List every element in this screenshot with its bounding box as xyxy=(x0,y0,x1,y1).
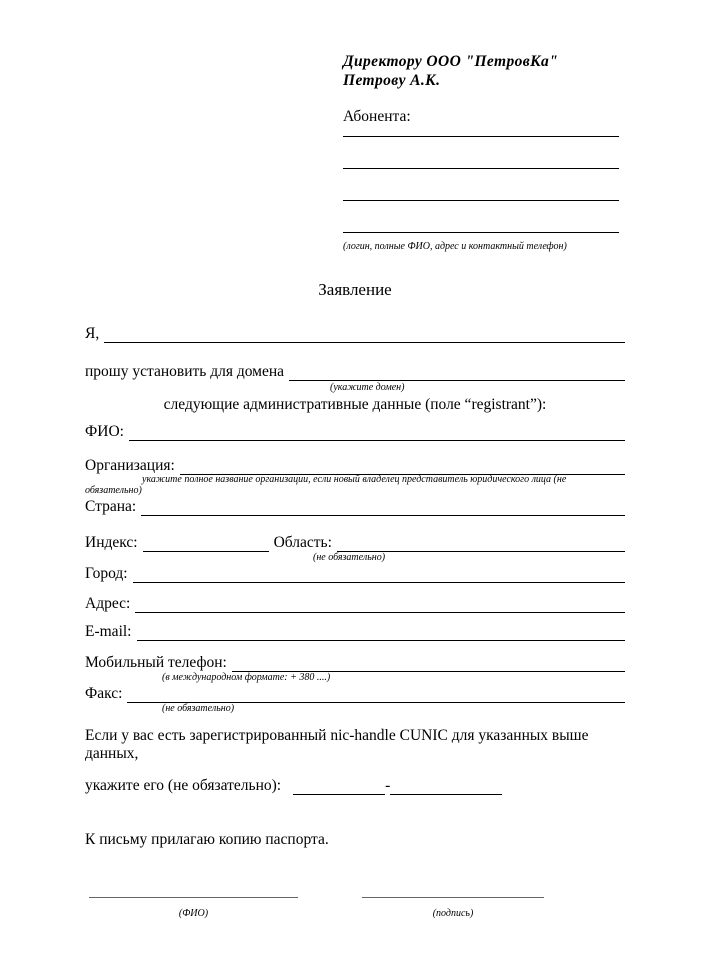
subscriber-caption: (логин, полные ФИО, адрес и контактный телефон) xyxy=(343,241,567,252)
domain-row xyxy=(85,361,625,381)
nic-handle-row xyxy=(85,775,625,795)
signature-spacer xyxy=(298,897,362,920)
signature-fio-caption: (ФИО) xyxy=(178,908,209,919)
country-label: Страна: xyxy=(85,498,137,515)
attachment-note: К письму прилагаю копию паспорта. xyxy=(85,831,329,848)
subscriber-blank-line xyxy=(343,137,619,169)
field-row-email xyxy=(85,621,625,641)
recipient-lines xyxy=(343,52,625,90)
field-row-fio xyxy=(85,421,625,441)
domain-blank-line xyxy=(289,380,625,381)
i-blank-line xyxy=(104,342,625,343)
statement-i-row xyxy=(85,323,625,343)
nic-handle-sentence: Если у вас есть зарегистрированный nic-handle CUNIC для указанных выше данных, xyxy=(85,727,589,762)
field-row-index-region xyxy=(85,532,625,552)
field-row-fax xyxy=(85,683,625,703)
email-blank-line xyxy=(137,640,626,641)
fax-label: Факс: xyxy=(85,685,123,702)
nic-handle-label: укажите его (не обязательно): xyxy=(85,777,282,794)
nic-handle-blank-line-1 xyxy=(293,794,385,795)
country-blank-line xyxy=(141,515,625,516)
signature-sign-block xyxy=(362,897,544,920)
field-row-organization xyxy=(85,455,625,475)
i-label: Я, xyxy=(85,325,100,342)
nic-handle-blank-line-2 xyxy=(390,794,502,795)
field-row-country xyxy=(85,496,625,516)
index-label: Индекс: xyxy=(85,534,138,551)
field-row-address xyxy=(85,593,625,613)
organization-caption: укажите полное название организации, если новый владелец представитель юридического лица (не обязательно) xyxy=(85,474,567,496)
region-caption: (не обязательно) xyxy=(313,552,386,563)
fio-blank-line xyxy=(129,440,625,441)
signature-sign-caption: (подпись) xyxy=(432,908,474,919)
city-label: Город: xyxy=(85,565,128,582)
subscriber-blank-line xyxy=(343,126,619,137)
mobile-caption: (в международном формате: + 380 ....) xyxy=(162,672,331,683)
subscriber-blank-line xyxy=(343,169,619,201)
recipient-block xyxy=(343,52,625,253)
address-blank-line xyxy=(135,612,625,613)
field-row-mobile xyxy=(85,652,625,672)
recipient-line-2: Петрову А.К. xyxy=(343,72,441,89)
nic-handle-separator: - xyxy=(385,777,391,794)
mobile-label: Мобильный телефон: xyxy=(85,654,227,671)
subscriber-blank-line xyxy=(343,201,619,233)
index-blank-line xyxy=(143,551,269,552)
subscriber-label: Абонента: xyxy=(343,108,411,125)
email-label: E-mail: xyxy=(85,623,132,640)
address-label: Адрес: xyxy=(85,595,131,612)
region-label: Область: xyxy=(273,534,332,551)
registrant-subtitle: следующие административные данные (поле “registrant”): xyxy=(163,396,547,413)
signature-sign-line xyxy=(362,897,544,898)
recipient-line-1: Директору ООО "ПетровКа" xyxy=(343,53,559,70)
signature-fio-block xyxy=(89,897,298,920)
fio-label: ФИО: xyxy=(85,423,124,440)
fax-caption: (не обязательно) xyxy=(162,703,235,714)
organization-label: Организация: xyxy=(85,457,175,474)
signature-section xyxy=(85,897,625,920)
document-title: Заявление xyxy=(318,280,392,299)
domain-label: прошу установить для домена xyxy=(85,363,285,380)
field-row-city xyxy=(85,563,625,583)
signature-fio-line xyxy=(89,897,298,898)
city-blank-line xyxy=(133,582,625,583)
domain-caption: (укажите домен) xyxy=(330,382,405,393)
